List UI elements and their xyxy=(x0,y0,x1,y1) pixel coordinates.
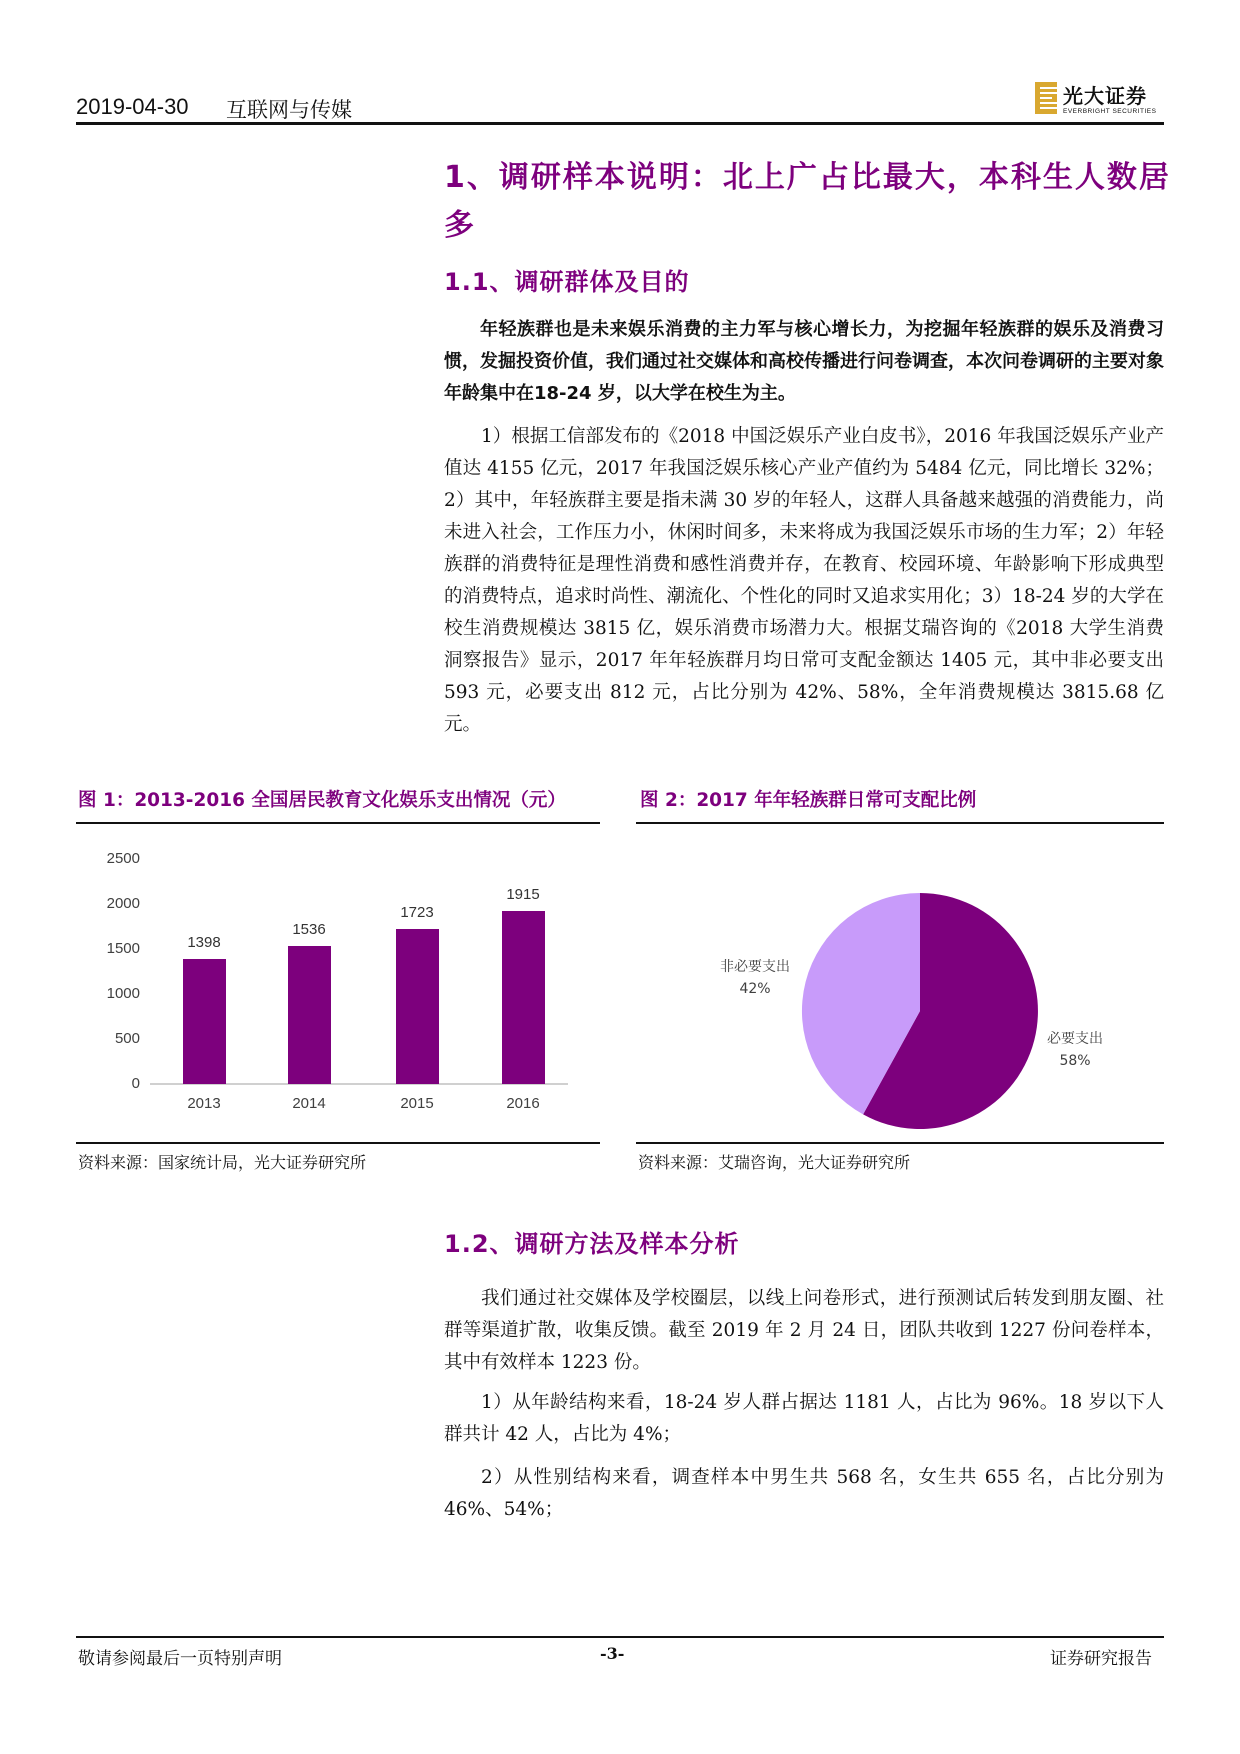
bar-2014 xyxy=(288,946,331,1084)
x-axis xyxy=(150,1083,568,1085)
footer-doc-type: 证券研究报告 xyxy=(1050,1649,1152,1669)
figure-1-source: 资料来源：国家统计局，光大证券研究所 xyxy=(78,1153,367,1172)
body-paragraph: 1）根据工信部发布的《2018 中国泛娱乐产业白皮书》，2016 年我国泛娱乐产业产值达 4155 亿元，2017 年我国泛娱乐核心产业产值约为 5484 亿元，同比增长 32%；2）其中，年轻族群主要是指未满 30 岁的年轻人，这群人具备越来越强的消费能力，尚未进入社会，工作压力小，休闲时间多，未来将成为我国泛娱乐市场的生力军；2）年轻族群的消费特征是理性消费和感性消费并存，在教育、校园环境、年龄影响下形成典型的消费特点，追求时尚性、潮流化、个性化的同时又追求实用化；3）18-24 岁的大学在校生消费规模达 3815 亿，娱乐消费市场潜力大。根据艾瑞咨询的《2018 大学生消费洞察报告》显示，2017 年年轻族群月均日常可支配金额达 1405 元，其中非必要支出 593 元，必要支出 812 元，占比分别为 42%、58%，全年消费规模达 3815.68 亿元。 xyxy=(444,426,1164,735)
pie-label-pct: 42% xyxy=(739,981,771,997)
everbright-logo-icon xyxy=(1035,82,1057,114)
y-tick: 500 xyxy=(114,1030,140,1047)
pie-label-non-necessary xyxy=(700,956,810,1000)
pie-graphic xyxy=(800,891,1040,1131)
section-title: 1、调研样本说明：北上广占比最大，本科生人数居多 xyxy=(444,160,1171,243)
x-tick: 2016 xyxy=(506,1095,540,1112)
bar-value-label: 1536 xyxy=(292,921,326,938)
footer-divider xyxy=(76,1636,1164,1638)
bar-2013 xyxy=(183,959,226,1084)
logo-text-en: EVERBRIGHT SECURITIES xyxy=(1063,108,1157,115)
header-divider xyxy=(76,122,1164,125)
figure-1-title: 图 1：2013-2016 全国居民教育文化娱乐支出情况（元） xyxy=(78,790,566,811)
figure-2-top-rule xyxy=(636,822,1164,824)
logo-text-cn: 光大证券 xyxy=(1063,84,1147,108)
x-tick: 2015 xyxy=(400,1095,434,1112)
figure-2-bottom-rule xyxy=(636,1142,1164,1144)
y-tick: 2000 xyxy=(106,895,140,912)
y-tick: 2500 xyxy=(106,850,140,867)
pie-label-name: 非必要支出 xyxy=(720,959,790,975)
age-paragraph: 1）从年龄结构来看，18-24 岁人群占据达 1181 人，占比为 96%。18 岁以下人群共计 42 人，占比为 4%； xyxy=(444,1392,1164,1445)
figure-2-source: 资料来源：艾瑞咨询，光大证券研究所 xyxy=(638,1153,911,1172)
subsection-title-1-1: 1.1、调研群体及目的 xyxy=(444,268,690,296)
subsection-title-1-2: 1.2、调研方法及样本分析 xyxy=(444,1230,740,1258)
x-tick: 2014 xyxy=(292,1095,326,1112)
figure-1-bottom-rule xyxy=(76,1142,600,1144)
bar-value-label: 1398 xyxy=(187,934,221,951)
bar-2016 xyxy=(502,911,545,1084)
footer-disclaimer: 敬请参阅最后一页特别声明 xyxy=(78,1649,282,1669)
gender-paragraph: 2）从性别结构来看，调查样本中男生共 568 名，女生共 655 名，占比分别为 46%、54%； xyxy=(444,1467,1164,1520)
report-sector: 互联网与传媒 xyxy=(226,98,352,122)
intro-paragraph: 年轻族群也是未来娱乐消费的主力军与核心增长力，为挖掘年轻族群的娱乐及消费习惯，发掘投资价值，我们通过社交媒体和高校传播进行问卷调查，本次问卷调研的主要对象年龄集中在18-24 岁，以大学在校生为主。 xyxy=(444,319,1164,404)
figure-1-top-rule xyxy=(76,822,600,824)
bar-value-label: 1723 xyxy=(400,904,434,921)
report-date: 2019-04-30 xyxy=(76,94,189,119)
figure-2-title: 图 2：2017 年年轻族群日常可支配比例 xyxy=(640,790,977,811)
y-tick: 1000 xyxy=(106,985,140,1002)
pie-chart xyxy=(800,891,1040,1131)
pie-label-necessary xyxy=(1030,1028,1120,1072)
method-paragraph: 我们通过社交媒体及学校圈层，以线上问卷形式，进行预测试后转发到朋友圈、社群等渠道扩散，收集反馈。截至 2019 年 2 月 24 日，团队共收到 1227 份问卷样本，其中有效样本 1223 份。 xyxy=(444,1288,1164,1373)
bar-value-label: 1915 xyxy=(506,886,540,903)
y-tick: 1500 xyxy=(106,940,140,957)
bar-2015 xyxy=(396,929,439,1084)
company-logo xyxy=(1035,80,1165,120)
pie-label-name: 必要支出 xyxy=(1047,1031,1103,1047)
y-tick: 0 xyxy=(131,1075,140,1092)
page-number: -3- xyxy=(600,1644,625,1663)
x-tick: 2013 xyxy=(187,1095,221,1112)
pie-label-pct: 58% xyxy=(1059,1053,1091,1069)
